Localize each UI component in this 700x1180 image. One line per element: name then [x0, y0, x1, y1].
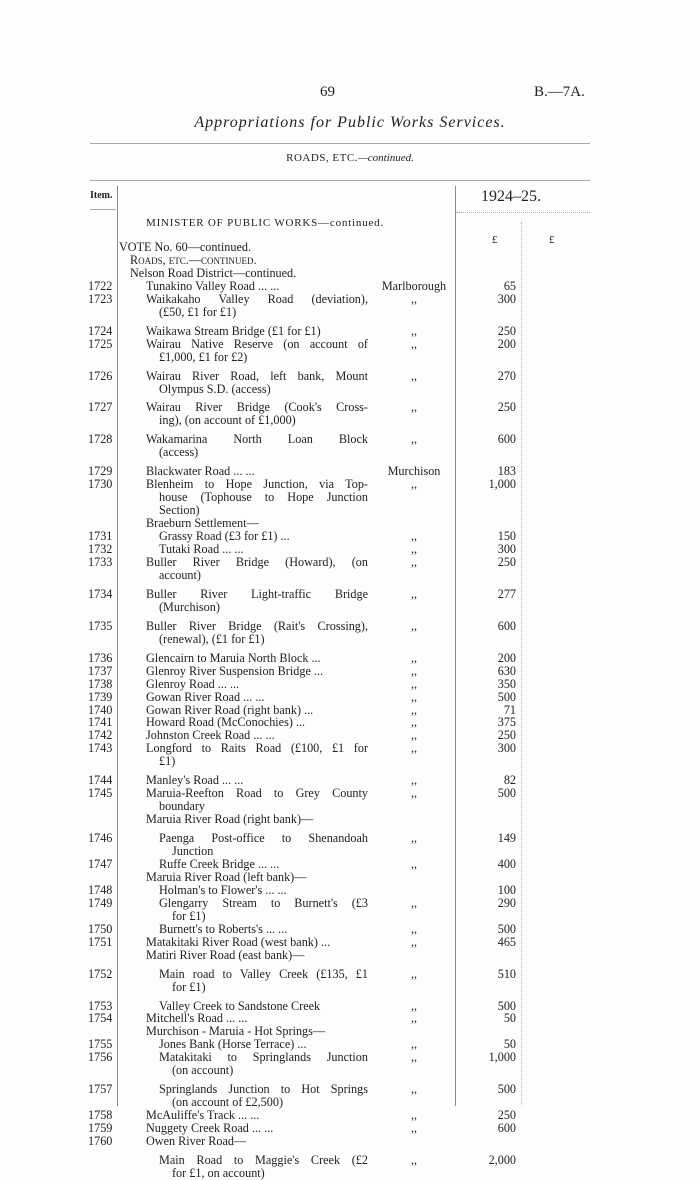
description-line: Johnston Creek Road ... ... [146, 728, 275, 743]
amount: 500 [497, 786, 516, 801]
item-description [146, 742, 368, 768]
subtitle-main: ROADS, ETC. [286, 152, 358, 164]
item-number: 1758 [88, 1108, 113, 1123]
table-row [0, 325, 700, 338]
item-description [146, 871, 368, 884]
district: ,, [410, 400, 418, 415]
item-number: 1760 [88, 1134, 113, 1149]
description-line: Blackwater Road ... ... [146, 464, 255, 479]
item-description [146, 401, 368, 427]
description-line: Matiri River Road (east bank)— [146, 947, 305, 962]
item-description [146, 620, 368, 646]
description-line: Owen River Road— [146, 1134, 247, 1149]
district: ,, [410, 1121, 418, 1136]
item-description [146, 949, 368, 962]
table-row [0, 968, 700, 994]
description-line: Springlands Junction to Hot Springs [159, 1082, 368, 1097]
item-number: 1753 [88, 998, 113, 1013]
description-line: Longford to Raits Road (£100, £1 for [146, 741, 368, 756]
item-number: 1746 [88, 831, 113, 846]
item-description [146, 370, 368, 396]
district: ,, [410, 323, 418, 338]
description-line: account) [159, 567, 201, 582]
item-description [119, 241, 359, 254]
description-line: Main road to Valley Creek (£135, £1 [159, 966, 368, 981]
item-number: 1734 [88, 586, 113, 601]
description-line: for £1, on account) [172, 1165, 265, 1180]
description-line: boundary [159, 799, 206, 814]
item-number: 1743 [88, 741, 113, 756]
amount: 50 [503, 1011, 516, 1026]
district: Marlborough [381, 278, 447, 293]
description-line: Roads, etc.—continued. [130, 252, 257, 267]
item-description [146, 787, 368, 813]
amount: 510 [497, 966, 516, 981]
description-line: Tunakino Valley Road ... ... [146, 278, 280, 293]
section-heading-row [0, 254, 700, 267]
description-line: Buller River Bridge (Rait's Crossing), [146, 618, 368, 633]
description-line: Burnett's to Roberts's ... ... [159, 921, 288, 936]
description-line: Glencairn to Maruia North Block ... [146, 650, 321, 665]
amount: 2,000 [488, 1153, 516, 1167]
district: ,, [410, 650, 418, 665]
item-description [146, 293, 368, 319]
table-row [0, 1051, 700, 1077]
description-line: Nuggety Creek Road ... ... [146, 1121, 274, 1136]
ministry-heading: MINISTER OF PUBLIC WORKS—continued. [146, 217, 385, 229]
district: ,, [410, 895, 418, 910]
district: ,, [410, 1108, 418, 1123]
page-number: 69 [320, 84, 335, 100]
table-row [0, 293, 700, 319]
item-description [130, 267, 370, 280]
amount: 71 [503, 702, 516, 717]
amount: 300 [497, 542, 516, 557]
table-row [0, 923, 700, 936]
item-number: 1744 [88, 773, 113, 788]
description-line: Olympus S.D. (access) [159, 381, 271, 396]
table-row [0, 401, 700, 427]
item-description [159, 968, 368, 994]
table-row [0, 478, 700, 517]
table-row [0, 280, 700, 293]
district: ,, [410, 554, 418, 569]
description-line: (on account of £2,500) [172, 1095, 284, 1110]
section-heading-row [0, 267, 700, 280]
amount: 50 [503, 1037, 516, 1052]
item-number: 1748 [88, 882, 113, 897]
amount: 500 [497, 689, 516, 704]
table-row [0, 678, 700, 691]
amount: 600 [497, 432, 516, 447]
description-line: Glenroy River Suspension Bridge ... [146, 663, 324, 678]
description-line: for £1) [172, 908, 206, 923]
description-line: Jones Bank (Horse Terrace) ... [159, 1037, 307, 1052]
description-line: Grassy Road (£3 for £1) ... [159, 529, 290, 544]
amount: 1,000 [488, 1050, 516, 1065]
amount: 149 [497, 831, 516, 846]
district: ,, [410, 676, 418, 691]
table-row [0, 787, 700, 813]
description-line: Section) [159, 503, 200, 518]
district: ,, [410, 1011, 418, 1026]
description-line: Wairau River Road, left bank, Mount [146, 368, 368, 383]
item-description [146, 478, 368, 517]
district: ,, [410, 336, 418, 351]
item-description [159, 832, 368, 858]
item-number: 1754 [88, 1011, 113, 1026]
description-line: Wakamarina North Loan Block [146, 432, 368, 447]
district: ,, [410, 542, 418, 557]
item-number: 1723 [88, 291, 113, 306]
item-description [159, 1051, 368, 1077]
amount: 250 [497, 1108, 516, 1123]
description-line: £1,000, £1 for £2) [159, 349, 248, 364]
item-description [146, 936, 368, 949]
group-heading-row [0, 1154, 700, 1180]
item-number: 1726 [88, 368, 113, 383]
item-number: 1745 [88, 786, 113, 801]
item-number: 1747 [88, 856, 113, 871]
district: ,, [410, 831, 418, 846]
item-number: 1756 [88, 1050, 113, 1065]
description-line: Maruia River Road (left bank)— [146, 869, 307, 884]
table-row [0, 652, 700, 665]
item-number: 1732 [88, 542, 113, 557]
item-number: 1737 [88, 663, 113, 678]
amount: 290 [497, 895, 516, 910]
district: ,, [410, 702, 418, 717]
description-line: Gowan River Road ... ... [146, 689, 265, 704]
district: ,, [410, 966, 418, 981]
item-description [146, 325, 368, 338]
document-reference: B.—7A. [534, 84, 585, 100]
description-line: Blenheim to Hope Junction, via Top- [146, 477, 368, 492]
description-line: VOTE No. 60—continued. [119, 240, 252, 254]
description-line: Matakitaki River Road (west bank) ... [146, 934, 331, 949]
item-number: 1755 [88, 1037, 113, 1052]
description-line: (access) [159, 445, 199, 460]
table-row [0, 620, 700, 646]
group-heading-row [0, 871, 700, 884]
description-line: Murchison - Maruia - Hot Springs— [146, 1024, 326, 1039]
table-row [0, 858, 700, 871]
description-line: Howard Road (McConochies) ... [146, 715, 306, 730]
amount: 630 [497, 663, 516, 678]
item-description [146, 691, 368, 704]
item-description [146, 588, 368, 614]
amount: 270 [497, 368, 516, 383]
item-description [159, 897, 368, 923]
description-line: £1) [159, 754, 176, 769]
description-line: Paenga Post-office to Shenandoah [159, 831, 368, 846]
amount: 300 [497, 291, 516, 306]
item-number: 1751 [88, 934, 113, 949]
item-description [146, 338, 368, 364]
district: ,, [410, 1153, 418, 1167]
description-line: (on account) [172, 1063, 234, 1078]
item-number: 1736 [88, 650, 113, 665]
item-number: 1738 [88, 676, 113, 691]
year-header-rule [456, 212, 590, 213]
table-row [0, 370, 700, 396]
table-row [0, 1083, 700, 1109]
table-row [0, 832, 700, 858]
table-row [0, 1012, 700, 1025]
amount: 250 [497, 400, 516, 415]
amount: 250 [497, 554, 516, 569]
district: ,, [410, 728, 418, 743]
description-line: Nelson Road District—continued. [130, 265, 297, 280]
description-line: (renewal), (£1 for £1) [159, 631, 265, 646]
description-line: McAuliffe's Track ... ... [146, 1108, 260, 1123]
item-number: 1735 [88, 618, 113, 633]
item-description [159, 1154, 368, 1180]
description-line: Main Road to Maggie's Creek (£2 [159, 1153, 368, 1167]
table-row [0, 338, 700, 364]
district: ,, [410, 786, 418, 801]
item-description [146, 665, 368, 678]
section-heading-row [0, 241, 700, 254]
item-description [146, 556, 368, 582]
subtitle-suffix: —continued. [357, 152, 414, 164]
header-rule [90, 180, 590, 181]
table-row [0, 556, 700, 582]
item-number: 1725 [88, 336, 113, 351]
item-description [146, 652, 368, 665]
district: ,, [410, 368, 418, 383]
group-heading-row [0, 813, 700, 826]
district: ,, [410, 291, 418, 306]
appropriations-table [0, 241, 700, 1180]
amount: 183 [497, 464, 516, 479]
item-description [146, 678, 368, 691]
amount: 465 [497, 934, 516, 949]
district: ,, [410, 586, 418, 601]
amount: 82 [503, 773, 516, 788]
description-line: (Murchison) [159, 599, 220, 614]
description-line: Buller River Light-traffic Bridge [146, 586, 368, 601]
description-line: Ruffe Creek Bridge ... ... [159, 856, 280, 871]
description-line: Wairau River Bridge (Cook's Cross- [146, 400, 368, 415]
item-number: 1724 [88, 323, 113, 338]
table-row [0, 588, 700, 614]
description-line: Wairau Native Reserve (on account of [146, 336, 368, 351]
currency-symbol-2: £ [549, 234, 555, 246]
item-description [159, 1083, 368, 1109]
amount: 250 [497, 728, 516, 743]
table-row [0, 1135, 700, 1148]
item-number: 1731 [88, 529, 113, 544]
amount: 375 [497, 715, 516, 730]
description-line: Maruia-Reefton Road to Grey County [146, 786, 368, 801]
description-line: Braeburn Settlement— [146, 516, 259, 531]
description-line: Buller River Bridge (Howard), (on [146, 554, 368, 569]
item-number: 1730 [88, 477, 113, 492]
item-description [159, 858, 368, 871]
item-number: 1741 [88, 715, 113, 730]
item-description [146, 433, 368, 459]
item-description [146, 1135, 368, 1148]
item-header-rule [90, 209, 116, 210]
item-column-header: Item. [90, 190, 113, 201]
amount: 200 [497, 650, 516, 665]
table-row [0, 897, 700, 923]
description-line: Gowan River Road (right bank) ... [146, 702, 314, 717]
district: ,, [410, 1082, 418, 1097]
item-number: 1740 [88, 702, 113, 717]
description-line: (£50, £1 for £1) [159, 304, 237, 319]
description-line: Matakitaki to Springlands Junction [159, 1050, 368, 1065]
section-subtitle [0, 152, 700, 164]
page-title: Appropriations for Public Works Services. [194, 114, 506, 131]
table-row [0, 742, 700, 768]
item-number: 1722 [88, 278, 113, 293]
district: ,, [410, 1050, 418, 1065]
group-heading-row [0, 949, 700, 962]
description-line: Waikakaho Valley Road (deviation), [146, 291, 368, 306]
district: ,, [410, 529, 418, 544]
table-row [0, 691, 700, 704]
amount: 1,000 [488, 477, 516, 492]
item-number: 1733 [88, 554, 113, 569]
table-row [0, 665, 700, 678]
description-line: Tutaki Road ... ... [159, 542, 244, 557]
district: ,, [410, 773, 418, 788]
item-number: 1750 [88, 921, 113, 936]
item-description [146, 813, 368, 826]
description-line: Valley Creek to Sandstone Creek [159, 998, 321, 1013]
item-description [159, 923, 368, 936]
description-line: ing), (on account of £1,000) [159, 413, 296, 428]
amount: 500 [497, 1082, 516, 1097]
item-number: 1742 [88, 728, 113, 743]
amount: 350 [497, 676, 516, 691]
district: Murchison [387, 464, 441, 479]
title-rule [90, 143, 590, 144]
description-line: Holman's to Flower's ... ... [159, 882, 287, 897]
amount: 200 [497, 336, 516, 351]
item-number: 1727 [88, 400, 113, 415]
item-description [130, 254, 370, 267]
item-description [159, 884, 368, 897]
district: ,, [410, 998, 418, 1013]
item-number: 1729 [88, 464, 113, 479]
amount: 600 [497, 1121, 516, 1136]
district: ,, [410, 432, 418, 447]
description-line: Waikawa Stream Bridge (£1 for £1) [146, 323, 321, 338]
year-column-header: 1924–25. [481, 188, 541, 205]
item-number: 1739 [88, 689, 113, 704]
table-row [0, 936, 700, 949]
item-number: 1749 [88, 895, 113, 910]
district: ,, [410, 921, 418, 936]
amount: 300 [497, 741, 516, 756]
district: ,, [410, 856, 418, 871]
amount: 150 [497, 529, 516, 544]
currency-symbol-1: £ [492, 234, 498, 246]
amount: 500 [497, 921, 516, 936]
item-number: 1752 [88, 966, 113, 981]
district: ,, [410, 1037, 418, 1052]
amount: 250 [497, 323, 516, 338]
amount: 600 [497, 618, 516, 633]
table-row [0, 884, 700, 897]
description-line: Junction [172, 844, 214, 859]
description-line: Glenroy Road ... ... [146, 676, 240, 691]
description-line: Glengarry Stream to Burnett's (£3 [159, 895, 368, 910]
district: ,, [410, 618, 418, 633]
district: ,, [410, 715, 418, 730]
amount: 100 [497, 882, 516, 897]
description-line: Maruia River Road (right bank)— [146, 812, 314, 827]
description-line: for £1) [172, 979, 206, 994]
district: ,, [410, 741, 418, 756]
description-line: house (Tophouse to Hope Junction [159, 490, 368, 505]
amount: 277 [497, 586, 516, 601]
district: ,, [410, 663, 418, 678]
district: ,, [410, 477, 418, 492]
item-number: 1759 [88, 1121, 113, 1136]
district: ,, [410, 689, 418, 704]
district: ,, [410, 934, 418, 949]
description-line: Manley's Road ... ... [146, 773, 244, 788]
item-description [146, 280, 368, 293]
amount: 65 [503, 278, 516, 293]
amount: 500 [497, 998, 516, 1013]
item-number: 1757 [88, 1082, 113, 1097]
amount: 400 [497, 856, 516, 871]
description-line: Mitchell's Road ... ... [146, 1011, 248, 1026]
item-number: 1728 [88, 432, 113, 447]
table-row [0, 433, 700, 459]
